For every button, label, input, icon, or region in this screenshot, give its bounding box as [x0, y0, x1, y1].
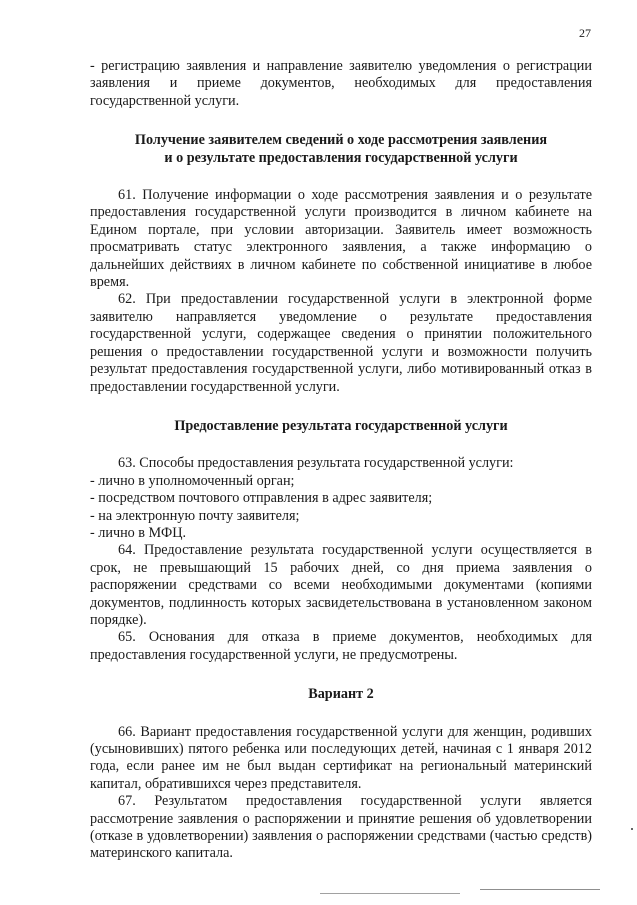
paragraph-62: 62. При предоставлении государственной услуги в электронной форме заявителю направляется уведомление о результате предоставления государственной услуги, содержащее сведения о принятии положительного решения о предоставлении государственной услуги и возможности получить результат предоставления государственной услуги, либо мотивированный отказ в предоставлении государственной услуги.	[90, 291, 592, 395]
section-heading-variant-2: Вариант 2	[308, 686, 374, 703]
paragraph-66: 66. Вариант предоставления государственной услуги для женщин, родивших (усыновивших) пятого ребенка или последующих детей, начиная с 1 января 2012 года, если ранее им не был выдан сертификат на региональный материнский капитал, обратившихся через представителя.	[90, 723, 592, 792]
intro-paragraph: - регистрацию заявления и направление заявителю уведомления о регистрации заявления и приеме документов, необходимых для предоставления государственной услуги.	[90, 58, 592, 109]
document-body	[90, 58, 592, 863]
paragraph-63: 63. Способы предоставления результата государственной услуги:	[118, 455, 514, 472]
section-heading-status	[90, 132, 592, 167]
section-heading-result: Предоставление результата государственной услуги	[174, 417, 508, 434]
list-item: - на электронную почту заявителя;	[90, 507, 300, 524]
paragraph-61: 61. Получение информации о ходе рассмотрения заявления и о результате предоставления государственной услуги производится в личном кабинете на Едином портале, при условии авторизации. Заявитель имеет возможность просматривать статус электронного заявления, а также информацию о дальнейших действиях в личном кабинете по собственной инициативе в любое время.	[90, 187, 592, 291]
paragraph-65: 65. Основания для отказа в приеме документов, необходимых для предоставления государственной услуги, не предусмотрены.	[90, 629, 592, 663]
page-number: 27	[579, 26, 591, 40]
section-heading-line-1: Получение заявителем сведений о ходе рассмотрения заявления	[134, 132, 548, 149]
paragraph-64: 64. Предоставление результата государственной услуги осуществляется в срок, не превышающий 15 рабочих дней, со дня приема заявления о распоряжении средствами со всеми необходимыми документами (копиями документов, подлинность которых засвидетельствована в установленном законом порядке).	[90, 542, 592, 628]
scan-artifact-line	[480, 889, 600, 890]
section-heading-line-2: и о результате предоставления государственной услуги	[164, 149, 518, 166]
list-item: - лично в МФЦ.	[90, 524, 186, 541]
paragraph-67: 67. Результатом предоставления государственной услуги является рассмотрение заявления о распоряжении и принятие решения об удовлетворении (отказе в удовлетворении) заявления о распоряжении средствами (частью средств) материнского капитала.	[90, 793, 592, 862]
list-item: - лично в уполномоченный орган;	[90, 472, 295, 489]
scan-artifact-dot	[631, 828, 633, 830]
scan-artifact-line	[320, 893, 460, 894]
list-item: - посредством почтового отправления в адрес заявителя;	[90, 490, 433, 507]
